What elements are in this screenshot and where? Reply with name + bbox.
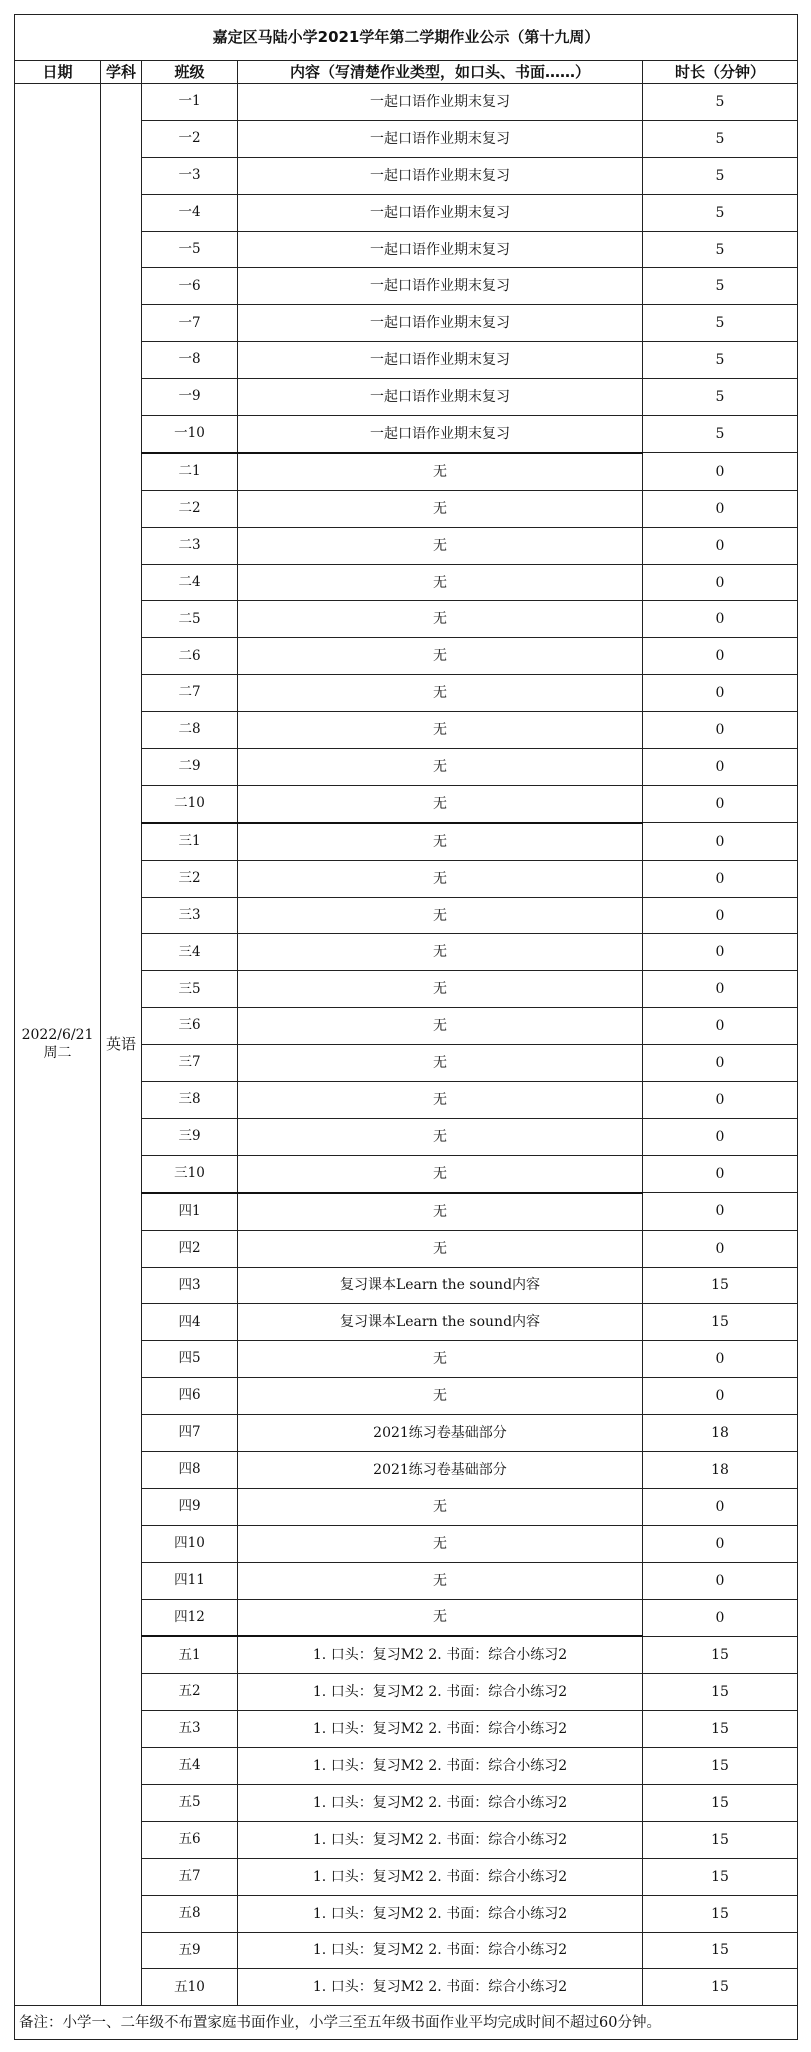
duration-cell: 0 <box>643 1341 798 1378</box>
class-cell: 一3 <box>142 157 238 194</box>
class-cell: 五9 <box>142 1932 238 1969</box>
duration-cell: 5 <box>643 84 798 121</box>
footnote: 备注：小学一、二年级不布置家庭书面作业，小学三至五年级书面作业平均完成时间不超过60分钟。 <box>15 2006 798 2040</box>
content-cell: 无 <box>238 1045 643 1082</box>
content-cell: 复习课本Learn the sound内容 <box>238 1267 643 1304</box>
weekday-value: 周二 <box>43 1044 72 1061</box>
content-cell: 一起口语作业期末复习 <box>238 84 643 121</box>
content-cell: 无 <box>238 1008 643 1045</box>
class-cell: 四12 <box>142 1599 238 1636</box>
class-cell: 五10 <box>142 1969 238 2006</box>
duration-cell: 0 <box>643 1118 798 1155</box>
content-cell: 无 <box>238 897 643 934</box>
duration-cell: 15 <box>643 1304 798 1341</box>
note-row <box>15 2006 798 2040</box>
class-cell: 二8 <box>142 712 238 749</box>
duration-cell: 0 <box>643 749 798 786</box>
content-cell: 无 <box>238 934 643 971</box>
class-cell: 三9 <box>142 1118 238 1155</box>
header-date: 日期 <box>15 61 101 84</box>
duration-cell: 0 <box>643 934 798 971</box>
class-cell: 四3 <box>142 1267 238 1304</box>
class-cell: 二10 <box>142 785 238 822</box>
content-cell: 无 <box>238 1082 643 1119</box>
content-cell: 1. 口头：复习M2 2. 书面：综合小练习2 <box>238 1636 643 1673</box>
class-cell: 一5 <box>142 231 238 268</box>
duration-cell: 5 <box>643 194 798 231</box>
content-cell: 无 <box>238 1599 643 1636</box>
content-cell: 1. 口头：复习M2 2. 书面：综合小练习2 <box>238 1858 643 1895</box>
subject-cell: 英语 <box>101 84 142 2006</box>
content-cell: 1. 口头：复习M2 2. 书面：综合小练习2 <box>238 1748 643 1785</box>
content-cell: 无 <box>238 1525 643 1562</box>
duration-cell: 15 <box>643 1711 798 1748</box>
duration-cell: 0 <box>643 675 798 712</box>
duration-cell: 0 <box>643 1488 798 1525</box>
content-cell: 无 <box>238 1378 643 1415</box>
duration-cell: 15 <box>643 1932 798 1969</box>
content-cell: 一起口语作业期末复习 <box>238 268 643 305</box>
duration-cell: 0 <box>643 1599 798 1636</box>
content-cell: 一起口语作业期末复习 <box>238 379 643 416</box>
duration-cell: 5 <box>643 379 798 416</box>
class-cell: 三1 <box>142 823 238 860</box>
class-cell: 二1 <box>142 453 238 490</box>
duration-cell: 15 <box>643 1636 798 1673</box>
class-cell: 四9 <box>142 1488 238 1525</box>
class-cell: 一2 <box>142 120 238 157</box>
duration-cell: 0 <box>643 1525 798 1562</box>
class-cell: 四10 <box>142 1525 238 1562</box>
content-cell: 一起口语作业期末复习 <box>238 157 643 194</box>
content-cell: 一起口语作业期末复习 <box>238 416 643 453</box>
class-cell: 二5 <box>142 601 238 638</box>
class-cell: 三10 <box>142 1155 238 1192</box>
content-cell: 无 <box>238 785 643 822</box>
duration-cell: 0 <box>643 638 798 675</box>
content-cell: 无 <box>238 490 643 527</box>
class-cell: 一6 <box>142 268 238 305</box>
duration-cell: 0 <box>643 1082 798 1119</box>
class-cell: 五2 <box>142 1674 238 1711</box>
duration-cell: 0 <box>643 823 798 860</box>
duration-cell: 0 <box>643 1378 798 1415</box>
class-cell: 一8 <box>142 342 238 379</box>
duration-cell: 18 <box>643 1415 798 1452</box>
duration-cell: 0 <box>643 1193 798 1230</box>
duration-cell: 0 <box>643 1562 798 1599</box>
content-cell: 一起口语作业期末复习 <box>238 305 643 342</box>
duration-cell: 0 <box>643 785 798 822</box>
content-cell: 无 <box>238 1118 643 1155</box>
duration-cell: 0 <box>643 1155 798 1192</box>
class-cell: 四4 <box>142 1304 238 1341</box>
content-cell: 1. 口头：复习M2 2. 书面：综合小练习2 <box>238 1821 643 1858</box>
homework-table <box>14 14 798 2040</box>
page-title: 嘉定区马陆小学2021学年第二学期作业公示（第十九周） <box>15 15 798 61</box>
class-cell: 五3 <box>142 1711 238 1748</box>
class-cell: 一1 <box>142 84 238 121</box>
class-cell: 三4 <box>142 934 238 971</box>
title-row <box>15 15 798 61</box>
duration-cell: 5 <box>643 305 798 342</box>
duration-cell: 5 <box>643 268 798 305</box>
content-cell: 无 <box>238 601 643 638</box>
class-cell: 五5 <box>142 1784 238 1821</box>
duration-cell: 5 <box>643 342 798 379</box>
class-cell: 一4 <box>142 194 238 231</box>
duration-cell: 0 <box>643 860 798 897</box>
class-cell: 四8 <box>142 1451 238 1488</box>
content-cell: 一起口语作业期末复习 <box>238 194 643 231</box>
content-cell: 无 <box>238 860 643 897</box>
content-cell: 2021练习卷基础部分 <box>238 1415 643 1452</box>
duration-cell: 0 <box>643 897 798 934</box>
duration-cell: 0 <box>643 453 798 490</box>
content-cell: 无 <box>238 1488 643 1525</box>
class-cell: 二4 <box>142 564 238 601</box>
class-cell: 三6 <box>142 1008 238 1045</box>
content-cell: 1. 口头：复习M2 2. 书面：综合小练习2 <box>238 1895 643 1932</box>
class-cell: 二9 <box>142 749 238 786</box>
duration-cell: 0 <box>643 971 798 1008</box>
header-subject: 学科 <box>101 61 142 84</box>
content-cell: 1. 口头：复习M2 2. 书面：综合小练习2 <box>238 1784 643 1821</box>
header-content: 内容（写清楚作业类型，如口头、书面……） <box>238 61 643 84</box>
duration-cell: 0 <box>643 564 798 601</box>
class-cell: 二2 <box>142 490 238 527</box>
date-cell <box>15 84 101 2006</box>
duration-cell: 15 <box>643 1784 798 1821</box>
duration-cell: 15 <box>643 1858 798 1895</box>
content-cell: 无 <box>238 1341 643 1378</box>
header-duration: 时长（分钟） <box>643 61 798 84</box>
class-cell: 四7 <box>142 1415 238 1452</box>
header-row <box>15 61 798 84</box>
duration-cell: 5 <box>643 231 798 268</box>
content-cell: 复习课本Learn the sound内容 <box>238 1304 643 1341</box>
duration-cell: 0 <box>643 527 798 564</box>
duration-cell: 0 <box>643 1008 798 1045</box>
duration-cell: 15 <box>643 1821 798 1858</box>
content-cell: 无 <box>238 564 643 601</box>
content-cell: 无 <box>238 527 643 564</box>
content-cell: 一起口语作业期末复习 <box>238 231 643 268</box>
class-cell: 五8 <box>142 1895 238 1932</box>
duration-cell: 0 <box>643 601 798 638</box>
duration-cell: 0 <box>643 1230 798 1267</box>
content-cell: 无 <box>238 1193 643 1230</box>
class-cell: 五7 <box>142 1858 238 1895</box>
content-cell: 1. 口头：复习M2 2. 书面：综合小练习2 <box>238 1711 643 1748</box>
class-cell: 四6 <box>142 1378 238 1415</box>
content-cell: 无 <box>238 675 643 712</box>
content-cell: 无 <box>238 1562 643 1599</box>
duration-cell: 5 <box>643 120 798 157</box>
class-cell: 三5 <box>142 971 238 1008</box>
content-cell: 1. 口头：复习M2 2. 书面：综合小练习2 <box>238 1932 643 1969</box>
content-cell: 无 <box>238 712 643 749</box>
content-cell: 无 <box>238 638 643 675</box>
duration-cell: 15 <box>643 1895 798 1932</box>
class-cell: 五1 <box>142 1636 238 1673</box>
class-cell: 五4 <box>142 1748 238 1785</box>
content-cell: 一起口语作业期末复习 <box>238 120 643 157</box>
duration-cell: 0 <box>643 490 798 527</box>
class-cell: 一10 <box>142 416 238 453</box>
class-cell: 二6 <box>142 638 238 675</box>
content-cell: 1. 口头：复习M2 2. 书面：综合小练习2 <box>238 1969 643 2006</box>
duration-cell: 15 <box>643 1267 798 1304</box>
class-cell: 二3 <box>142 527 238 564</box>
content-cell: 2021练习卷基础部分 <box>238 1451 643 1488</box>
duration-cell: 18 <box>643 1451 798 1488</box>
table-row <box>15 84 798 121</box>
content-cell: 1. 口头：复习M2 2. 书面：综合小练习2 <box>238 1674 643 1711</box>
content-cell: 无 <box>238 1155 643 1192</box>
header-class: 班级 <box>142 61 238 84</box>
content-cell: 无 <box>238 749 643 786</box>
duration-cell: 15 <box>643 1748 798 1785</box>
class-cell: 四2 <box>142 1230 238 1267</box>
class-cell: 四1 <box>142 1193 238 1230</box>
class-cell: 四5 <box>142 1341 238 1378</box>
date-value: 2022/6/21 <box>21 1027 94 1044</box>
duration-cell: 15 <box>643 1969 798 2006</box>
content-cell: 无 <box>238 823 643 860</box>
duration-cell: 15 <box>643 1674 798 1711</box>
class-cell: 三8 <box>142 1082 238 1119</box>
content-cell: 无 <box>238 453 643 490</box>
duration-cell: 5 <box>643 416 798 453</box>
duration-cell: 5 <box>643 157 798 194</box>
class-cell: 三3 <box>142 897 238 934</box>
class-cell: 二7 <box>142 675 238 712</box>
class-cell: 三7 <box>142 1045 238 1082</box>
class-cell: 一9 <box>142 379 238 416</box>
class-cell: 四11 <box>142 1562 238 1599</box>
duration-cell: 0 <box>643 1045 798 1082</box>
class-cell: 三2 <box>142 860 238 897</box>
class-cell: 五6 <box>142 1821 238 1858</box>
content-cell: 无 <box>238 1230 643 1267</box>
content-cell: 无 <box>238 971 643 1008</box>
duration-cell: 0 <box>643 712 798 749</box>
class-cell: 一7 <box>142 305 238 342</box>
content-cell: 一起口语作业期末复习 <box>238 342 643 379</box>
